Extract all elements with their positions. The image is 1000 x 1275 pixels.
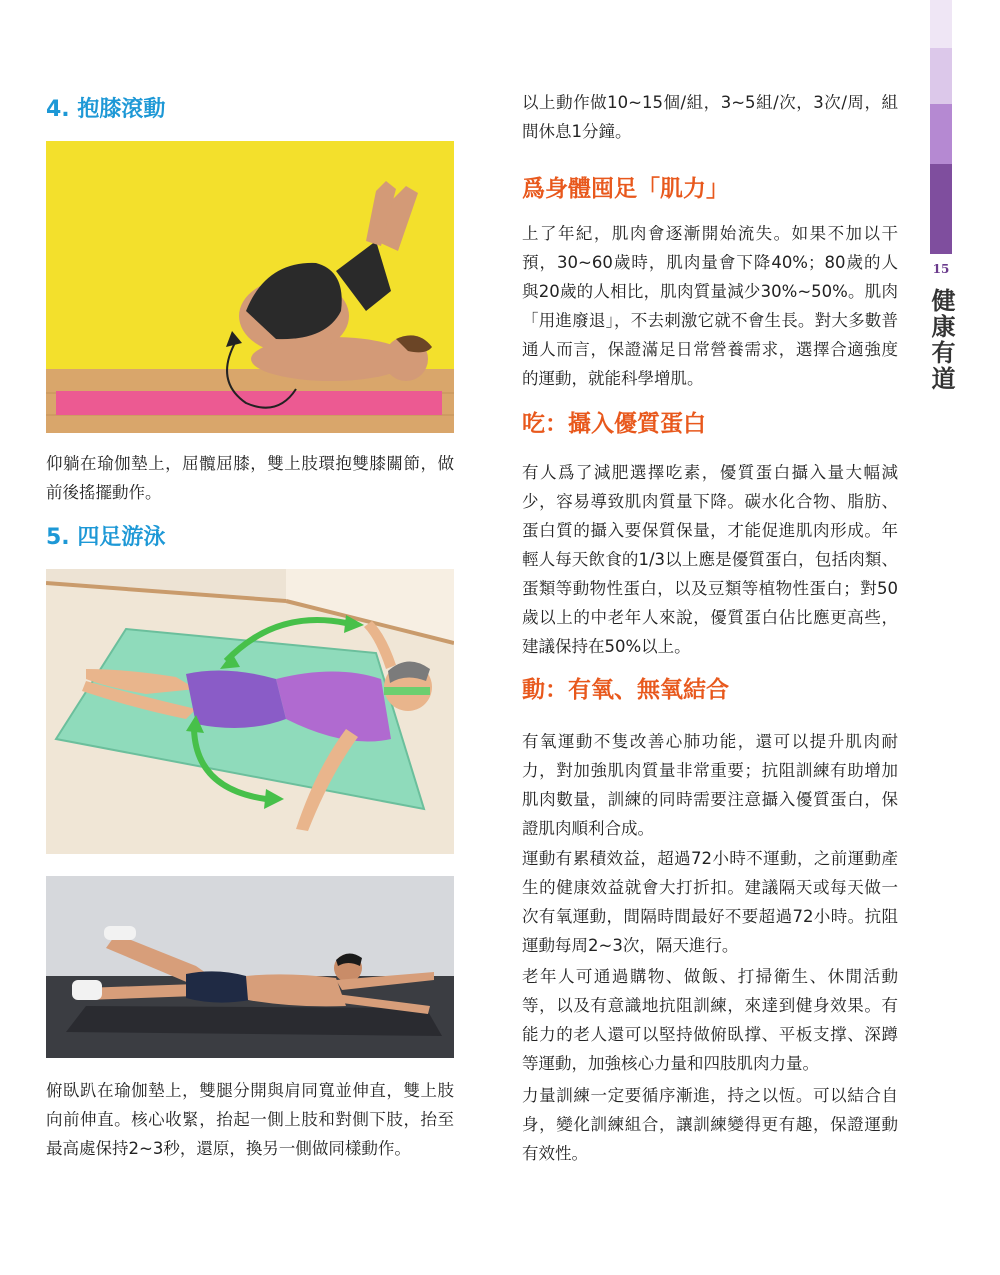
heading-aerobic-anaerobic: 動：有氧、無氧結合 — [522, 677, 729, 703]
heading-muscle-strength: 爲身體囤足「肌力」 — [522, 176, 729, 202]
paragraph-muscle-loss: 上了年紀，肌肉會逐漸開始流失。如果不加以干預，30~60歲時，肌肉量會下降40%；80歲的人與20歲的人相比，肌肉質量減少30%~50%。肌肉「用進廢退」，不去刺激它就不會生長。對大多數普通人而言，保證滿足日常營養需求，選擇合適強度的運動，就能科學增肌。 — [522, 224, 898, 388]
section-4-caption: 仰躺在瑜伽墊上，屈髖屈膝，雙上肢環抱雙膝關節，做前後搖擺動作。 — [46, 454, 454, 502]
sidebar-block-1 — [930, 0, 952, 48]
sidebar-accent — [927, 0, 956, 1275]
paragraph-protein: 有人爲了減肥選擇吃素，優質蛋白攝入量大幅減少，容易導致肌肉質量下降。碳水化合物、脂肪、蛋白質的攝入要保質保量，才能促進肌肉形成。年輕人每天飲食的1/3以上應是優質蛋白，包括肉類、蛋類等動物性蛋白，以及豆類等植物性蛋白；對50歲以上的中老年人來說，優質蛋白佔比應更高些，建議保持在50%以上。 — [522, 463, 898, 656]
superman-exercise-photo — [46, 876, 454, 1058]
sidebar-block-3 — [930, 104, 952, 164]
column-title: 健康有道 — [927, 288, 956, 392]
page-number: 15 — [932, 262, 950, 276]
paragraph-elderly-training: 老年人可通過購物、做飯、打掃衛生、休閒活動等，以及有意識地抗阻訓練，來達到健身效果。有能力的老人還可以堅持做俯臥撑、平板支撑、深蹲等運動，加強核心力量和四肢肌肉力量。 — [522, 967, 898, 1073]
section-5-title: 5. 四足游泳 — [46, 525, 166, 550]
intro-paragraph: 以上動作做10~15個/組，3~5組/次，3次/周，組間休息1分鐘。 — [522, 93, 898, 141]
sidebar-block-2 — [930, 48, 952, 104]
paragraph-cumulative-benefit: 運動有累積效益，超過72小時不運動，之前運動產生的健康效益就會大打折扣。建議隔天或每天做一次有氧運動，間隔時間最好不要超過72小時。抗阻運動每周2~3次，隔天進行。 — [522, 849, 898, 955]
paragraph-strength-progression: 力量訓練一定要循序漸進，持之以恆。可以結合自身，變化訓練組合，讓訓練變得更有趣，保證運動有效性。 — [522, 1086, 898, 1163]
section-5-caption: 俯臥趴在瑜伽墊上，雙腿分開與肩同寬並伸直，雙上肢向前伸直。核心收緊，抬起一側上肢和對側下肢，抬至最高處保持2~3秒，還原，換另一側做同樣動作。 — [46, 1081, 454, 1158]
sidebar-block-4 — [930, 164, 952, 254]
heading-eat-protein: 吃：攝入優質蛋白 — [522, 411, 706, 437]
section-4-title: 4. 抱膝滾動 — [46, 97, 166, 122]
knee-hug-roll-photo — [46, 141, 454, 433]
quadruped-swim-illustration — [46, 569, 454, 854]
paragraph-aerobic: 有氧運動不隻改善心肺功能，還可以提升肌肉耐力，對加強肌肉質量非常重要；抗阻訓練有助增加肌肉數量，訓練的同時需要注意攝入優質蛋白，保證肌肉順利合成。 — [522, 732, 898, 838]
